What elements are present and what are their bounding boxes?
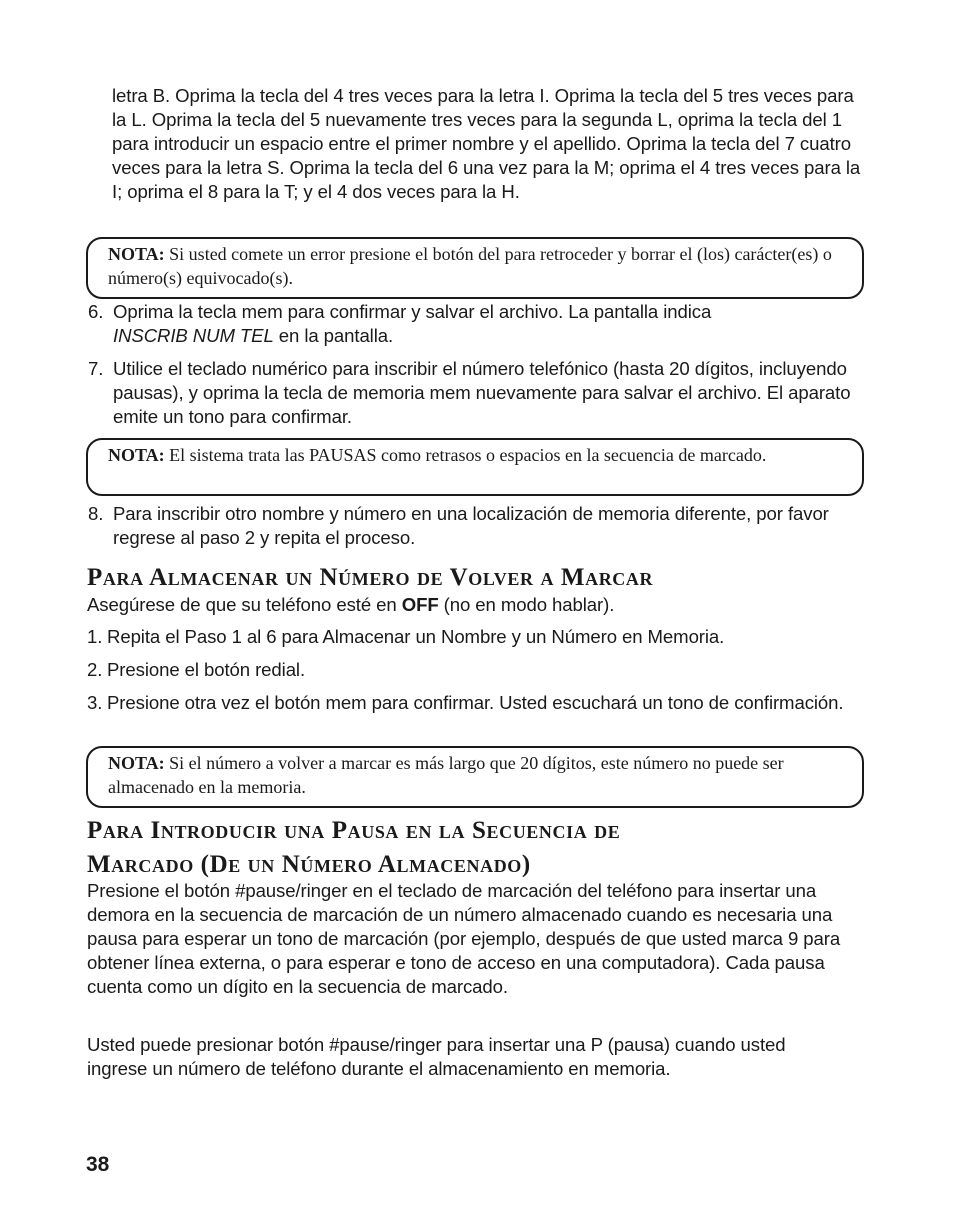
step-text: Presione el botón redial. xyxy=(107,659,306,680)
step-7 xyxy=(88,357,868,429)
note-label: NOTA: xyxy=(108,244,165,264)
redial-step-3: 3. Presione otra vez el botón mem para confirmar. Usted escuchará un tono de confirmación. xyxy=(87,691,847,715)
off-label: OFF xyxy=(401,594,439,615)
section-heading-pause-2: Marcado (De un Número Almacenado) xyxy=(87,851,531,878)
redial-step-2: 2. Presione el botón redial. xyxy=(87,658,867,682)
step-text: Oprima la tecla mem para confirmar y salvar el archivo. La pantalla indica xyxy=(113,301,712,322)
step-number: 8. xyxy=(88,503,104,524)
step-text: Utilice el teclado numérico para inscribir el número telefónico (hasta 20 dígitos, incluyendo pausas), y oprima la tecla de memoria mem nuevamente para salvar el archivo. El aparato emite un tono para confirmar. xyxy=(113,358,851,427)
note-box-length xyxy=(86,746,864,808)
redial-step-1: 1. Repita el Paso 1 al 6 para Almacenar un Nombre y un Número en Memoria. xyxy=(87,625,867,649)
note-text: Si usted comete un error presione el botón del para retroceder y borrar el (los) carácter(es) o número(s) equivocado(s). xyxy=(108,244,832,288)
step-text: Para inscribir otro nombre y número en una localización de memoria diferente, por favor regrese al paso 2 y repita el proceso. xyxy=(113,503,829,548)
intro-paragraph: letra B. Oprima la tecla del 4 tres veces para la letra I. Oprima la tecla del 5 tres veces para la L. Oprima la tecla del 5 nuevamente tres veces para la segunda L, oprima la tecla del 1 para introducir un espacio entre el primer nombre y el apellido. Oprima la tecla del 7 cuatro veces para la letra S. Oprima la tecla del 6 una vez para la M; oprima el 4 tres veces para la I; oprima el 8 para la T; y el 4 dos veces para la H. xyxy=(112,85,861,202)
note-box-pausas xyxy=(86,438,864,496)
note-box-error xyxy=(86,237,864,299)
pause-paragraph-2: Usted puede presionar botón #pause/ringer para insertar una P (pausa) cuando usted ingrese un número de teléfono durante el almacenamiento en memoria. xyxy=(87,1034,786,1079)
pause-paragraph-1: Presione el botón #pause/ringer en el teclado de marcación del teléfono para insertar una demora en la secuencia de marcación de un número almacenado cuando es necesaria una pausa para esperar un tono de marcación (por ejemplo, después de que usted marca 9 para obtener línea externa, o para esperar e tono de acceso en una computadora). Cada pausa cuenta como un dígito en la secuencia de marcado. xyxy=(87,880,841,997)
step-text: Presione otra vez el botón mem para confirmar. Usted escuchará un tono de confirmación. xyxy=(107,692,844,713)
section-heading-redial: Para Almacenar un Número de Volver a Marcar xyxy=(87,564,654,591)
step-text-end: en la pantalla. xyxy=(273,325,394,346)
note-text: El sistema trata las PAUSAS como retrasos o espacios en la secuencia de marcado. xyxy=(169,445,767,465)
note-text: Si el número a volver a marcar es más largo que 20 dígitos, este número no puede ser almacenado en la memoria. xyxy=(108,753,784,797)
note-label: NOTA: xyxy=(108,445,165,465)
note-label: NOTA: xyxy=(108,753,165,773)
page-number: 38 xyxy=(86,1153,110,1176)
step-text: Repita el Paso 1 al 6 para Almacenar un Nombre y un Número en Memoria. xyxy=(107,626,725,647)
step-number: 7. xyxy=(88,358,104,379)
step-6 xyxy=(88,300,868,348)
display-text: INSCRIB NUM TEL xyxy=(113,325,274,346)
step-8 xyxy=(88,502,868,550)
section-intro: Asegúrese de que su teléfono esté en OFF (no en modo hablar). xyxy=(87,594,615,615)
step-number: 6. xyxy=(88,301,104,322)
section-heading-pause-1: Para Introducir una Pausa en la Secuencia de xyxy=(87,817,621,844)
